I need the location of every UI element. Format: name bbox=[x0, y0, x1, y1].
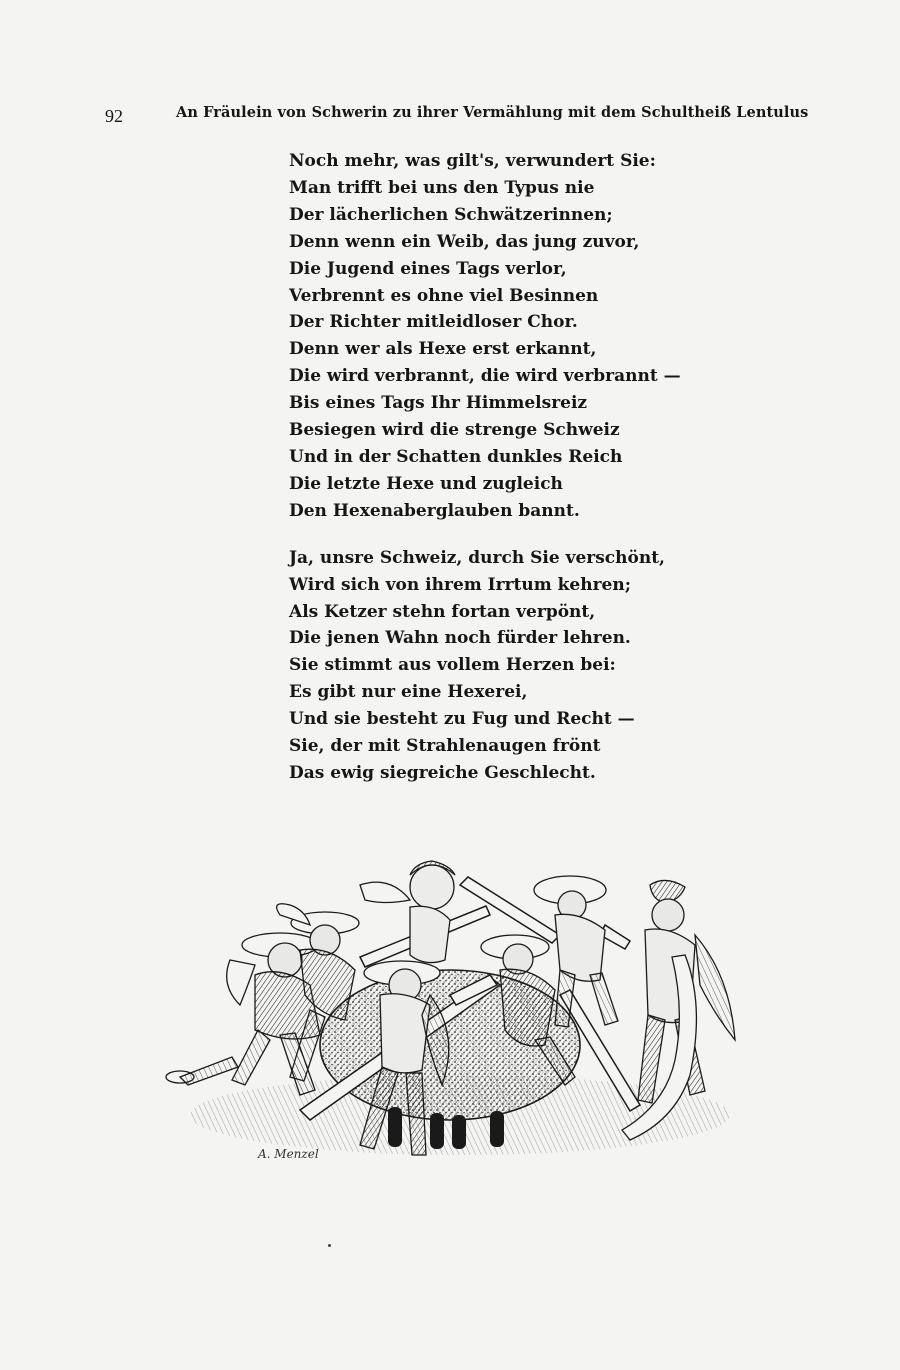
verse-line: Als Ketzer stehn fortan verpönt, bbox=[289, 601, 596, 622]
engraving-illustration bbox=[160, 845, 750, 1175]
verse-line: Wird sich von ihrem Irrtum kehren; bbox=[289, 574, 632, 595]
verse-line: Den Hexenaberglauben bannt. bbox=[289, 500, 580, 521]
stanza-2 bbox=[289, 545, 709, 787]
paper-speck bbox=[328, 1244, 331, 1247]
verse-line: Der Richter mitleidloser Chor. bbox=[289, 312, 578, 333]
verse-line: Ja, unsre Schweiz, durch Sie verschönt, bbox=[289, 547, 665, 568]
verse-line: Und sie besteht zu Fug und Recht — bbox=[289, 709, 635, 730]
verse-line: Man trifft bei uns den Typus nie bbox=[289, 177, 595, 198]
verse-line: Und in der Schatten dunkles Reich bbox=[289, 446, 623, 467]
verse-line: Die Jugend eines Tags verlor, bbox=[289, 258, 567, 279]
verse-line: Die wird verbrannt, die wird verbrannt — bbox=[289, 366, 681, 387]
running-title: An Fräulein von Schwerin zu ihrer Vermählung mit dem Schultheiß Lentulus bbox=[176, 104, 809, 121]
verse-line: Sie, der mit Strahlenaugen frönt bbox=[289, 736, 601, 757]
verse-line: Denn wenn ein Weib, das jung zuvor, bbox=[289, 231, 640, 252]
verse-line: Der lächerlichen Schwätzerinnen; bbox=[289, 204, 613, 225]
page-number: 92 bbox=[105, 106, 123, 126]
page-header bbox=[0, 102, 900, 130]
stanza-1 bbox=[289, 148, 709, 525]
verse-line: Es gibt nur eine Hexerei, bbox=[289, 682, 528, 703]
verse-line: Sie stimmt aus vollem Herzen bei: bbox=[289, 655, 616, 676]
verse-line: Das ewig siegreiche Geschlecht. bbox=[289, 762, 596, 783]
verse-line: Denn wer als Hexe erst erkannt, bbox=[289, 339, 597, 360]
verse-line: Bis eines Tags Ihr Himmelsreiz bbox=[289, 393, 588, 414]
artist-signature: A. Menzel bbox=[258, 1147, 319, 1161]
verse-line: Die letzte Hexe und zugleich bbox=[289, 473, 563, 494]
verse-line: Noch mehr, was gilt's, verwundert Sie: bbox=[289, 151, 656, 171]
putti-rolling-stone-drawing bbox=[160, 845, 750, 1175]
verse-line: Die jenen Wahn noch fürder lehren. bbox=[289, 628, 631, 649]
verse-line: Besiegen wird die strenge Schweiz bbox=[289, 420, 620, 441]
verse-line: Verbrennt es ohne viel Besinnen bbox=[289, 285, 599, 306]
poem bbox=[289, 148, 709, 807]
